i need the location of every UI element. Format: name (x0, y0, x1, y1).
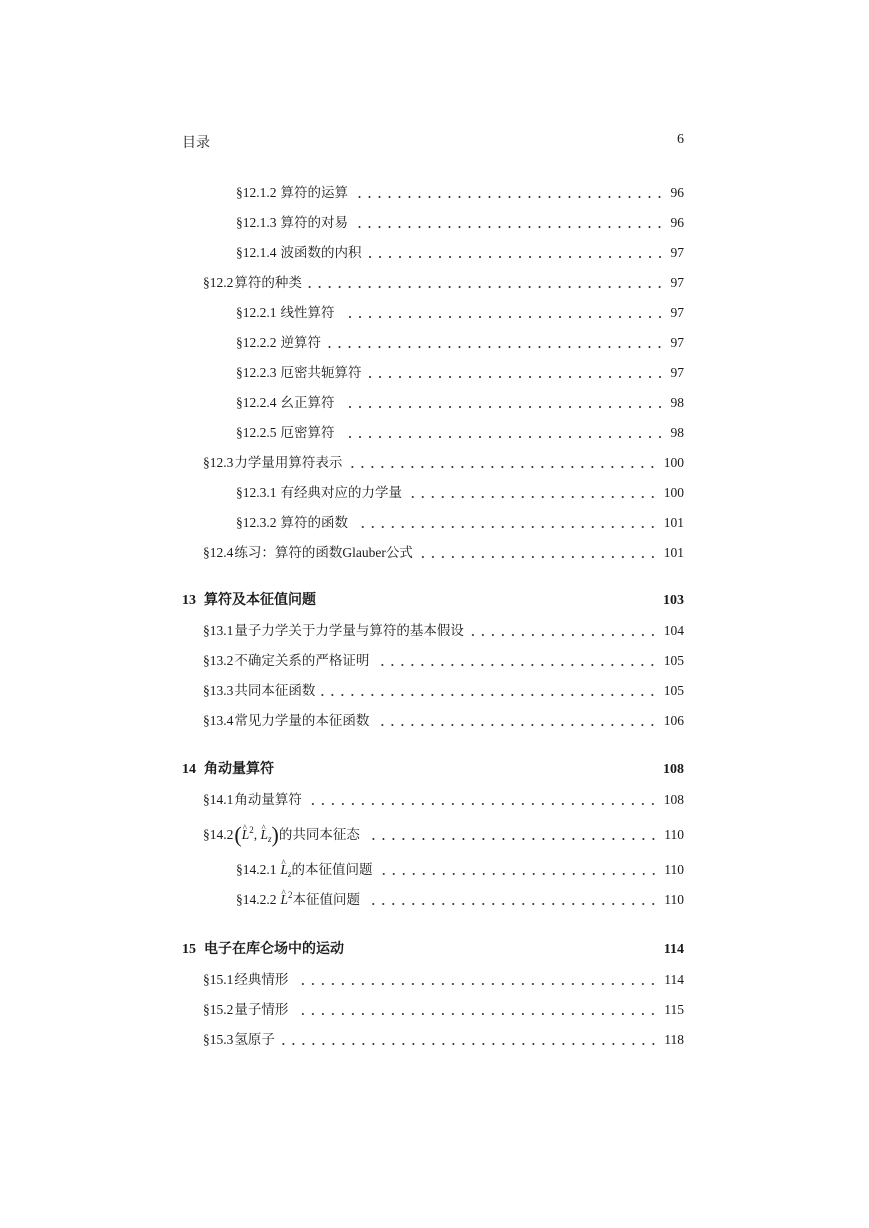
dot-leader (354, 526, 658, 528)
operator-L: ^ L (281, 891, 289, 909)
section-title: 力学量用算符表示 (234, 455, 343, 470)
toc-entry-12-3-2[interactable] (236, 510, 684, 532)
toc-entry-label (236, 304, 335, 322)
section-title: 量子力学关于力学量与算符的基本假设 (234, 623, 464, 638)
toc-entry-label (236, 184, 348, 202)
math-comma: , (253, 827, 258, 842)
math-expression (281, 862, 292, 877)
section-title: 的共同本征态 (278, 827, 360, 842)
dot-leader (327, 346, 665, 348)
page-number: 100 (663, 455, 684, 470)
toc-chapter-15[interactable] (182, 937, 684, 959)
toc-entry-12-2-3[interactable] (236, 360, 684, 382)
toc-entry-15-3[interactable] (203, 1027, 684, 1049)
toc-entry-12-2[interactable] (203, 270, 684, 292)
section-title: 有经典对应的力学量 (280, 485, 402, 500)
page-number: 100 (663, 485, 684, 500)
dot-leader (379, 873, 659, 875)
section-title: 波函数的内积 (280, 245, 362, 260)
section-title: 幺正算符 (280, 395, 335, 410)
chapter-number: 15 (182, 942, 196, 957)
page-number: 98 (670, 395, 684, 410)
toc-entry-label (203, 1031, 275, 1049)
chapter-title: 算符及本征值问题 (204, 593, 316, 608)
math-expression (281, 892, 293, 907)
page-number: 97 (670, 365, 684, 380)
page-number: 105 (663, 653, 684, 668)
page-number: 110 (664, 892, 684, 907)
section-number: §12.2 (203, 275, 234, 290)
chapter-label (182, 761, 274, 779)
section-title: 角动量算符 (234, 792, 302, 807)
dot-leader (419, 556, 658, 558)
page-number: 101 (663, 545, 684, 560)
toc-entry-12-2-2[interactable] (236, 330, 684, 352)
page-number: 103 (663, 593, 684, 608)
section-number: §12.1.3 (236, 215, 277, 230)
section-title: 练习：算符的函数Glauber公式 (234, 545, 413, 560)
toc-entry-label (236, 891, 360, 909)
section-number: §13.4 (203, 713, 234, 728)
toc-entry-label (203, 971, 288, 989)
chapter-number: 14 (182, 762, 196, 777)
section-number: §12.4 (203, 545, 234, 560)
page-number: 101 (663, 515, 684, 530)
section-number: §15.3 (203, 1032, 234, 1047)
dot-leader (294, 983, 658, 985)
page-number: 98 (670, 425, 684, 440)
toc-entry-label (203, 622, 464, 640)
page-number: 105 (663, 683, 684, 698)
section-number: §12.1.2 (236, 185, 277, 200)
section-title: 不确定关系的严格证明 (234, 653, 370, 668)
toc-chapter-13[interactable] (182, 588, 684, 610)
section-title: 厄密算符 (280, 425, 335, 440)
toc-entry-12-1-2[interactable] (236, 180, 684, 202)
page-number: 115 (664, 1002, 684, 1017)
page-number: 104 (663, 623, 684, 638)
section-number: §12.3 (203, 455, 234, 470)
section-number: §12.2.4 (236, 395, 277, 410)
toc-entry-label (203, 791, 302, 809)
subscript: z (288, 869, 292, 879)
dot-leader (341, 406, 665, 408)
page-number: 114 (664, 972, 684, 987)
toc-chapter-14[interactable] (182, 757, 684, 779)
toc-entry-label (236, 244, 362, 262)
section-number: §12.2.5 (236, 425, 277, 440)
section-number: §14.1 (203, 792, 234, 807)
toc-entry-label (203, 712, 369, 730)
section-number: §13.2 (203, 653, 234, 668)
toc-entry-label (203, 822, 360, 847)
page-number: 106 (663, 713, 684, 728)
toc-entry-13-2[interactable] (203, 648, 684, 670)
toc-entry-label (236, 214, 348, 232)
dot-leader (354, 226, 665, 228)
page-number: 97 (670, 245, 684, 260)
toc-entry-13-1[interactable] (203, 618, 684, 640)
section-title: 算符的种类 (234, 275, 302, 290)
page-number: 114 (663, 942, 684, 957)
page-number: 96 (670, 215, 684, 230)
dot-leader (368, 376, 665, 378)
section-number: §14.2 (203, 827, 234, 842)
section-title: 算符的对易 (280, 215, 348, 230)
operator-L: ^ L (260, 826, 268, 844)
dot-leader (368, 256, 665, 258)
superscript: 2 (249, 825, 254, 835)
section-title: 线性算符 (280, 305, 335, 320)
dot-leader (375, 664, 657, 666)
section-number: §12.2.2 (236, 335, 277, 350)
section-title: 厄密共轭算符 (280, 365, 362, 380)
toc-entry-13-4[interactable] (203, 708, 684, 730)
dot-leader (375, 724, 657, 726)
toc-entry-15-2[interactable] (203, 997, 684, 1019)
toc-entry-12-3[interactable] (203, 450, 684, 472)
toc-entry-label (236, 424, 335, 442)
toc-entry-14-2[interactable] (203, 818, 684, 847)
dot-leader (308, 286, 665, 288)
section-number: §12.2.1 (236, 305, 277, 320)
section-number: §12.1.4 (236, 245, 277, 260)
toc-entry-12-2-1[interactable] (236, 300, 684, 322)
chapter-label (182, 592, 316, 610)
dot-leader (366, 903, 658, 905)
toc-entry-label (203, 454, 342, 472)
superscript: 2 (288, 890, 293, 900)
toc-entry-15-1[interactable] (203, 967, 684, 989)
dot-leader (408, 496, 658, 498)
section-number: §15.1 (203, 972, 234, 987)
toc-entry-label (203, 652, 369, 670)
operator-L: ^ L (281, 861, 289, 879)
page-number: 97 (670, 275, 684, 290)
dot-leader (341, 436, 665, 438)
toc-entry-label (203, 1001, 288, 1019)
toc-entry-12-1-4[interactable] (236, 240, 684, 262)
page-number: 118 (664, 1032, 684, 1047)
dot-leader (308, 803, 658, 805)
page-number: 110 (664, 827, 684, 842)
subscript: z (267, 834, 272, 844)
section-number: §13.3 (203, 683, 234, 698)
chapter-title: 电子在库仑场中的运动 (204, 942, 344, 957)
dot-leader (341, 316, 665, 318)
toc-entry-12-3-1[interactable] (236, 480, 684, 502)
toc-entry-label (236, 861, 373, 879)
section-number: §12.3.1 (236, 485, 277, 500)
section-title: 经典情形 (234, 972, 289, 987)
operator-L: ^ L (242, 826, 250, 844)
section-number: §14.2.1 (236, 862, 277, 877)
section-number: §12.3.2 (236, 515, 277, 530)
dot-leader (366, 838, 658, 840)
section-title: 算符的运算 (280, 185, 348, 200)
page-number: 108 (663, 792, 684, 807)
toc-entry-12-2-5[interactable] (236, 420, 684, 442)
dot-leader (281, 1043, 658, 1045)
math-expression: (^ $L^2$, ^ $L_z$) (234, 827, 278, 842)
toc-entry-label (203, 544, 413, 562)
section-number: §15.2 (203, 1002, 234, 1017)
dot-leader (470, 634, 658, 636)
section-title: 常见力学量的本征函数 (234, 713, 370, 728)
section-number: §12.2.3 (236, 365, 277, 380)
header-title: 目录 (182, 136, 210, 151)
page-number: 108 (663, 762, 684, 777)
toc-entry-12-2-4[interactable] (236, 390, 684, 412)
toc-entry-14-1[interactable] (203, 787, 684, 809)
toc-entry-label (203, 682, 315, 700)
chapter-label (182, 941, 344, 959)
section-title: 共同本征函数 (234, 683, 316, 698)
section-title: 本征值问题 (292, 892, 361, 907)
page-number: 96 (670, 185, 684, 200)
toc-entry-label (236, 484, 402, 502)
page-number: 97 (670, 335, 684, 350)
page-number: 97 (670, 305, 684, 320)
toc-entry-label (236, 514, 348, 532)
dot-leader (348, 466, 657, 468)
dot-leader (354, 196, 665, 198)
toc-entry-label (203, 274, 302, 292)
running-header (182, 132, 684, 152)
section-title: 氢原子 (234, 1032, 275, 1047)
chapter-number: 13 (182, 593, 196, 608)
section-title: 逆算符 (280, 335, 321, 350)
dot-leader (321, 694, 657, 696)
dot-leader (294, 1013, 658, 1015)
toc-entry-label (236, 394, 335, 412)
header-page-number: 6 (677, 132, 684, 147)
toc-entry-label (236, 364, 362, 382)
chapter-title: 角动量算符 (204, 762, 274, 777)
section-number: §14.2.2 (236, 892, 277, 907)
section-title: 算符的函数 (280, 515, 348, 530)
section-number: §13.1 (203, 623, 234, 638)
toc-entry-12-4[interactable] (203, 540, 684, 562)
toc-entry-14-2-2[interactable] (236, 887, 684, 909)
toc-entry-label (236, 334, 321, 352)
page-number: 110 (664, 862, 684, 877)
section-title: 量子情形 (234, 1002, 289, 1017)
toc-entry-12-1-3[interactable] (236, 210, 684, 232)
toc-entry-13-3[interactable] (203, 678, 684, 700)
toc-entry-14-2-1[interactable] (236, 857, 684, 879)
section-title: 的本征值问题 (291, 862, 373, 877)
